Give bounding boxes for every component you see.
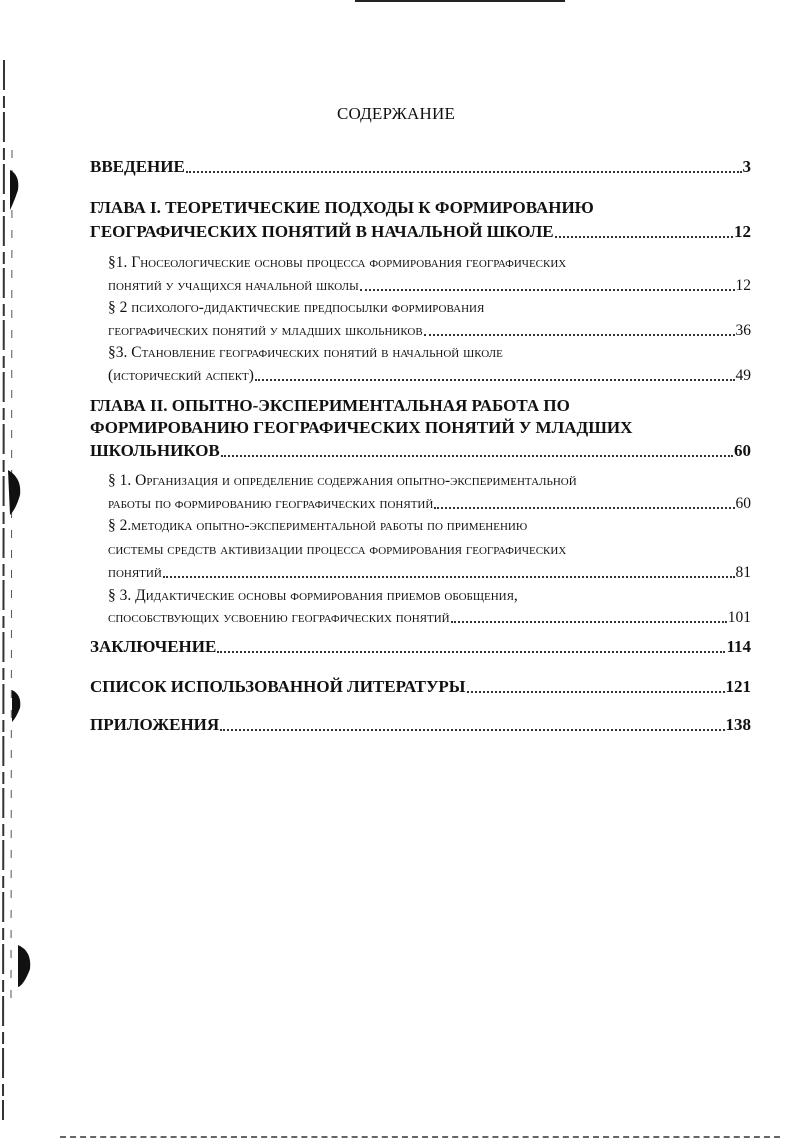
toc-page-number: 49 [735, 367, 751, 384]
leader-dots [163, 576, 735, 578]
section-2-1-line-1: § 1. Организация и определение содержания опытно-экспериментальной [108, 472, 577, 489]
toc-page-number: 138 [725, 715, 751, 734]
toc-page-number: 60 [735, 495, 751, 512]
toc-entry-section-1-2 [108, 322, 751, 340]
section-2-1-line-2: работы по формированию географических понятий [108, 495, 434, 512]
toc-page-number: 121 [725, 677, 751, 696]
toc-entry-intro [90, 157, 751, 177]
toc-page-number: 114 [726, 637, 751, 656]
leader-dots [360, 289, 735, 291]
toc-entry-text: СПИСОК ИСПОЛЬЗОВАННОЙ ЛИТЕРАТУРЫ [90, 677, 466, 696]
toc-entry-section-2-2 [108, 564, 751, 582]
section-2-2-line-3: понятий [108, 564, 162, 581]
leader-dots [451, 621, 727, 623]
leader-dots [434, 507, 734, 509]
section-1-3-line-1: §3. Становление географических понятий в начальной школе [108, 344, 503, 361]
section-1-1-line-2: понятий у учащихся начальной школы [108, 277, 359, 294]
toc-entry-section-2-1 [108, 495, 751, 513]
leader-dots [555, 236, 733, 238]
scan-edge-artifact [0, 0, 40, 1141]
toc-page-number: 81 [735, 564, 751, 581]
toc-entry-section-1-1 [108, 277, 751, 295]
scan-bottom-artifact [60, 1136, 780, 1140]
toc-entry-chapter-2 [90, 441, 751, 461]
scan-top-artifact [355, 0, 565, 2]
toc-entry-text: ЗАКЛЮЧЕНИЕ [90, 637, 217, 656]
toc-page-number: 101 [727, 609, 751, 626]
section-1-3-line-2: (исторический аспект) [108, 367, 254, 384]
toc-page-number: 36 [735, 322, 751, 339]
chapter-2-title-line-1: ГЛАВА II. ОПЫТНО-ЭКСПЕРИМЕНТАЛЬНАЯ РАБОТА ПО [90, 396, 570, 415]
toc-entry-conclusion [90, 637, 751, 657]
toc-page-number: 60 [734, 441, 751, 460]
toc-entry-appendix [90, 715, 751, 735]
chapter-2-title-line-3: ШКОЛЬНИКОВ [90, 441, 220, 460]
leader-dots [221, 455, 733, 457]
toc-page-number: 12 [735, 277, 751, 294]
leader-dots [220, 729, 724, 731]
chapter-2-title-line-2: ФОРМИРОВАНИЮ ГЕОГРАФИЧЕСКИХ ПОНЯТИЙ У МЛАДШИХ [90, 418, 633, 437]
chapter-1-title-line-2: ГЕОГРАФИЧЕСКИХ ПОНЯТИЙ В НАЧАЛЬНОЙ ШКОЛЕ [90, 222, 554, 241]
toc-entry-section-2-3 [108, 609, 751, 627]
section-2-2-line-1: § 2.методика опытно-экспериментальной работы по применению [108, 517, 528, 534]
toc-entry-text: ВВЕДЕНИЕ [90, 157, 185, 176]
leader-dots [424, 334, 735, 336]
section-2-2-line-2: системы средств активизации процесса формирования географических [108, 541, 567, 558]
section-2-3-line-1: § 3. Дидактические основы формирования приемов обобщения, [108, 587, 518, 604]
section-1-2-line-2: географических понятий у младших школьников [108, 322, 423, 339]
toc-entry-section-1-3 [108, 367, 751, 385]
toc-entry-chapter-1 [90, 222, 751, 242]
toc-page-number: 12 [734, 222, 751, 241]
leader-dots [467, 691, 725, 693]
toc-entry-literature [90, 677, 751, 697]
leader-dots [255, 379, 735, 381]
page-title: СОДЕРЖАНИЕ [336, 104, 456, 123]
section-1-1-line-1: §1. Гносеологические основы процесса формирования географических [108, 254, 567, 271]
section-1-2-line-1: § 2 психолого-дидактические предпосылки формирования [108, 299, 485, 316]
leader-dots [186, 171, 742, 173]
chapter-1-title-line-1: ГЛАВА I. ТЕОРЕТИЧЕСКИЕ ПОДХОДЫ К ФОРМИРОВАНИЮ [90, 198, 594, 217]
toc-page-number: 3 [742, 157, 751, 176]
section-2-3-line-2: способствующих усвоению географических понятий [108, 609, 450, 626]
leader-dots [217, 651, 725, 653]
toc-entry-text: ПРИЛОЖЕНИЯ [90, 715, 220, 734]
